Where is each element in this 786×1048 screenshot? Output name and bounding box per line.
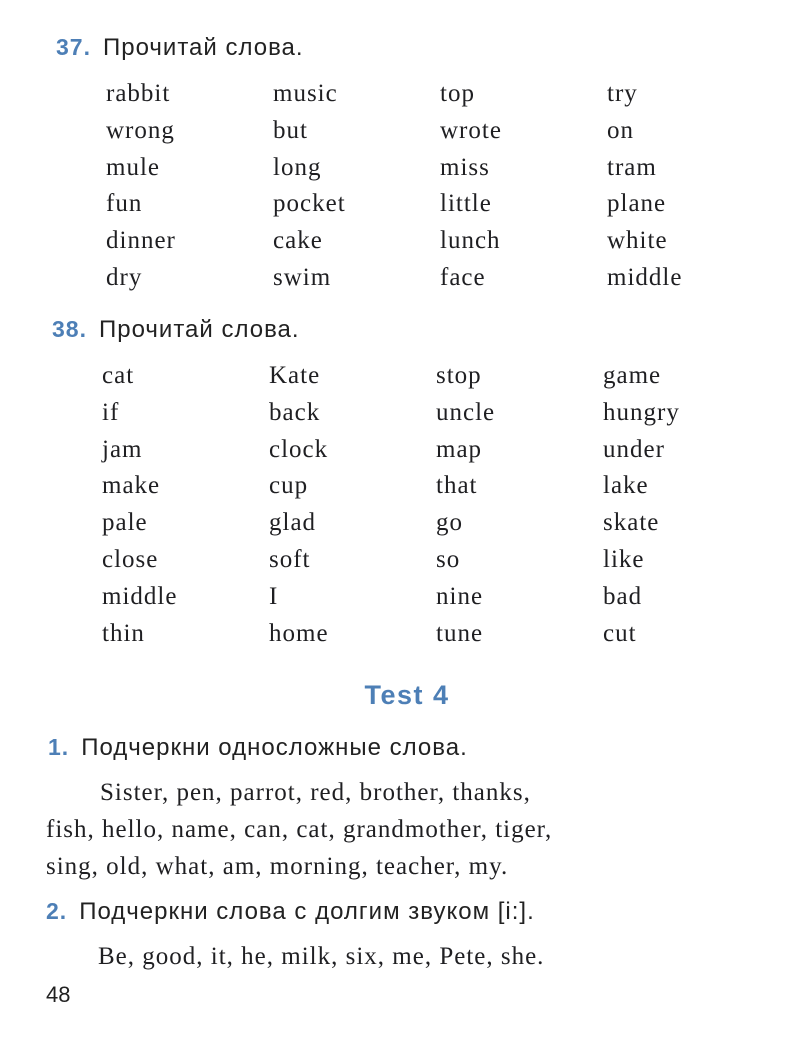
test-task-2-instruction: Подчеркни слова с долгим звуком [i:].: [79, 898, 535, 925]
word-37-4-2: on: [607, 116, 634, 144]
word-37-3-1: top: [440, 80, 475, 107]
test-task-1-number: 1.: [48, 734, 70, 760]
word-38-1-4: make: [102, 472, 161, 500]
word-37-2-3: long: [273, 153, 322, 181]
word-38-1-3: jam: [102, 435, 143, 463]
test-task-2-heading: [46, 898, 535, 926]
word-38-4-2: hungry: [603, 398, 680, 426]
word-38-3-1: stop: [436, 362, 482, 389]
word-38-4-1: game: [603, 362, 662, 389]
word-37-2-1: music: [273, 80, 338, 107]
word-38-3-7: nine: [436, 582, 484, 610]
word-38-4-6: like: [603, 545, 645, 573]
word-37-1-5: dinner: [106, 227, 176, 255]
word-38-1-6: close: [102, 545, 159, 573]
exercise-38-word-grid: [102, 358, 770, 652]
exercise-37-instruction: Прочитай слова.: [102, 34, 304, 61]
word-38-2-4: cup: [269, 472, 309, 500]
word-37-4-1: try: [607, 80, 638, 107]
word-38-1-5: pale: [102, 509, 148, 537]
word-38-1-1: cat: [102, 362, 135, 389]
word-37-3-4: little: [440, 190, 492, 218]
test-task-1-line-2: fish, hello, name, can, cat, grandmother, tiger,: [46, 816, 553, 843]
word-38-3-5: go: [436, 509, 463, 537]
exercise-37-word-grid: [106, 76, 774, 297]
exercise-37-number: 37.: [56, 34, 91, 60]
word-38-3-3: map: [436, 435, 483, 463]
word-38-4-3: under: [603, 435, 665, 463]
test-task-2-number: 2.: [46, 898, 68, 924]
word-38-2-3: clock: [269, 435, 329, 463]
word-38-1-7: middle: [102, 582, 178, 610]
word-37-4-3: tram: [607, 153, 657, 181]
test-task-1-heading: [48, 734, 468, 762]
exercise-38-heading: [52, 316, 300, 344]
word-37-4-6: middle: [607, 263, 683, 291]
word-38-1-8: thin: [102, 619, 145, 647]
word-38-3-2: uncle: [436, 398, 496, 426]
word-37-4-5: white: [607, 227, 668, 255]
word-38-4-7: bad: [603, 582, 643, 610]
word-37-1-1: rabbit: [106, 80, 171, 107]
page-number: 48: [46, 982, 71, 1007]
word-38-2-1: Kate: [269, 362, 321, 389]
test-task-2-line-1: Be, good, it, he, milk, six, me, Pete, she.: [98, 943, 545, 970]
word-37-1-6: dry: [106, 263, 143, 291]
word-38-2-6: soft: [269, 545, 311, 573]
word-38-4-4: lake: [603, 472, 649, 500]
test-task-1-line-3: sing, old, what, am, morning, teacher, my.: [46, 853, 509, 880]
word-38-3-4: that: [436, 472, 478, 500]
word-38-4-5: skate: [603, 509, 660, 537]
word-38-2-5: glad: [269, 509, 317, 537]
word-37-2-5: cake: [273, 227, 323, 255]
exercise-37-heading: [56, 34, 304, 62]
test-task-1-line-1: Sister, pen, parrot, red, brother, thanks,: [100, 779, 531, 806]
word-37-1-3: mule: [106, 153, 160, 181]
test-task-1-instruction: Подчеркни односложные слова.: [81, 734, 468, 761]
word-38-3-6: so: [436, 545, 461, 573]
test-title: Test 4: [364, 680, 450, 710]
word-37-2-4: pocket: [273, 190, 346, 218]
word-37-2-6: swim: [273, 263, 332, 291]
word-37-3-6: face: [440, 263, 486, 291]
word-38-2-2: back: [269, 398, 321, 426]
word-37-3-3: miss: [440, 153, 490, 181]
exercise-38-instruction: Прочитай слова.: [98, 316, 300, 343]
word-38-2-8: home: [269, 619, 329, 647]
word-38-1-2: if: [102, 398, 120, 426]
word-38-3-8: tune: [436, 619, 484, 647]
word-37-2-2: but: [273, 116, 308, 144]
word-37-4-4: plane: [607, 190, 667, 218]
word-37-3-5: lunch: [440, 227, 501, 255]
word-37-1-2: wrong: [106, 116, 175, 144]
word-38-2-7: I: [269, 582, 279, 610]
word-38-4-8: cut: [603, 619, 637, 647]
word-37-3-2: wrote: [440, 116, 502, 144]
word-37-1-4: fun: [106, 190, 143, 218]
exercise-38-number: 38.: [52, 316, 87, 342]
